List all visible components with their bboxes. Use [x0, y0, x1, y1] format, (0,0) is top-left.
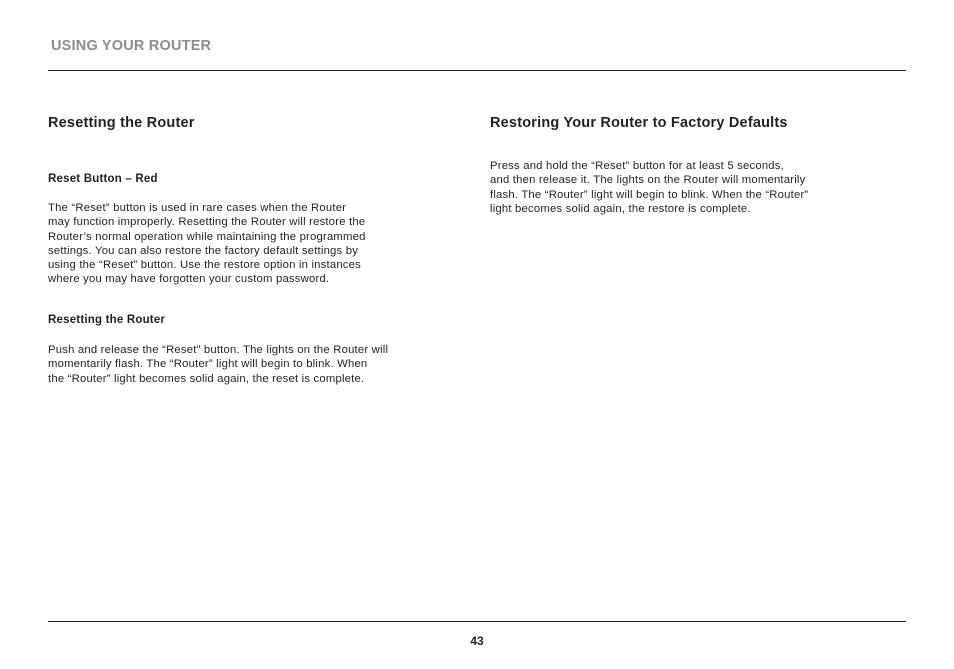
- factory-defaults-heading: Restoring Your Router to Factory Defaults: [490, 115, 788, 131]
- resetting-subheading: Resetting the Router: [48, 314, 166, 326]
- factory-defaults-paragraph: Press and hold the “Reset” button for at least 5 seconds, and then release it. The lights on the Router will momentarily flash. The “Router” light will begin to blink. When the “Router” light becomes solid again, the restore is complete.: [490, 160, 809, 215]
- resetting-paragraph: Push and release the “Reset” button. The lights on the Router will momentarily flash. The “Router” light will begin to blink. When the “Router” light becomes solid again, the reset is complete.: [48, 344, 389, 385]
- resetting-heading: Resetting the Router: [48, 115, 195, 131]
- header-divider: [48, 70, 906, 71]
- reset-button-paragraph: The “Reset” button is used in rare cases when the Router may function improperly. Resetting the Router will restore the Router’s normal operation while maintaining the programmed settings. You can also restore the factory default settings by using the “Reset” button. Use the restore option in instances where you may have forgotten your custom password.: [48, 202, 366, 286]
- page-number: 43: [470, 634, 484, 648]
- footer-divider: [48, 621, 906, 622]
- section-label: USING YOUR ROUTER: [51, 38, 212, 54]
- reset-button-subheading: Reset Button – Red: [48, 173, 158, 185]
